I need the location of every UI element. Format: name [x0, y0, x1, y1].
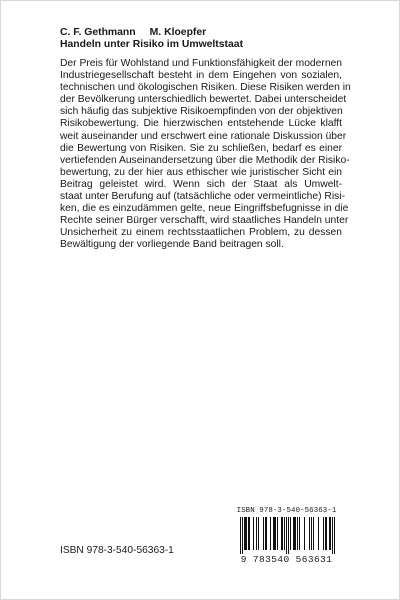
barcode-bar: [332, 517, 333, 554]
barcode-bar: [270, 517, 271, 550]
isbn-label: ISBN 978-3-540-56363-1: [60, 545, 174, 556]
barcode-bar: [295, 517, 296, 550]
barcode-bars: [230, 517, 343, 554]
blurb-line: Bewältigung der vorliegende Band beitragen soll.: [60, 239, 284, 251]
barcode-bar: [253, 517, 254, 550]
author-names: [60, 27, 206, 38]
barcode-bar: [288, 517, 289, 554]
book-title: Handeln unter Risiko im Umweltstaat: [60, 39, 244, 50]
barcode-bar: [244, 517, 245, 550]
barcode-bar: [273, 517, 274, 550]
blurb-line: Beitrag geleistet wird. Wenn sich der Staat als Umwelt-: [60, 178, 342, 190]
blurb-line: der Bevölkerung unterschiedlich bewertet. Dabei unterscheidet: [60, 94, 347, 106]
barcode-bar: [329, 517, 330, 550]
barcode-bar: [311, 517, 312, 550]
barcode-bar: [275, 517, 276, 550]
blurb-line: die Bewertung von Risiken. Sie zu schließen, bedarf es einer: [60, 142, 342, 154]
barcode-bar: [334, 517, 335, 554]
blurb-text: [60, 58, 351, 252]
barcode-bar: [282, 517, 283, 550]
barcode: [230, 507, 343, 564]
barcode-bar: [330, 517, 331, 550]
barcode-bar: [284, 517, 285, 550]
barcode-bar: [318, 517, 319, 550]
barcode-bar: [240, 517, 241, 554]
barcode-bar: [256, 517, 257, 550]
barcode-bar: [326, 517, 327, 550]
barcode-bar: [246, 517, 247, 550]
barcode-bar: [294, 517, 295, 550]
barcode-bar: [293, 517, 294, 550]
barcode-bar: [242, 517, 243, 554]
blurb-line: technischen und ökologischen Risiken. Diese Risiken werden in: [60, 82, 351, 94]
author-name: C. F. Gethmann: [60, 27, 136, 38]
blurb-line: Industriegesellschaft besteht in dem Eingehen von sozialen,: [60, 70, 342, 82]
barcode-bar: [309, 517, 310, 550]
barcode-bar: [263, 517, 264, 550]
barcode-digits: 9 783540 563631: [240, 554, 333, 565]
blurb-line: Rechte seiner Bürger verschafft, wird staatliches Handeln unter: [60, 215, 349, 227]
barcode-bar: [277, 517, 278, 550]
barcode-bar: [248, 517, 249, 550]
blurb-line: vertiefenden Auseinandersetzung über die Methodik der Risiko-: [60, 154, 350, 166]
barcode-bar: [290, 517, 291, 550]
author-name: M. Kloepfer: [149, 27, 207, 38]
barcode-bar: [323, 517, 324, 550]
barcode-bar: [304, 517, 305, 550]
barcode-bar: [297, 517, 298, 550]
barcode-bar: [245, 517, 246, 550]
barcode-isbn-label: ISBN 978-3-540-56363-1: [236, 507, 337, 515]
blurb-line: Unsicherheit zu einem rechtsstaatlichen Problem, zu dessen: [60, 227, 342, 239]
barcode-bar: [286, 517, 287, 554]
barcode-bar: [299, 517, 300, 550]
blurb-line: Der Preis für Wohlstand und Funktionsfähigkeit der modernen: [60, 58, 342, 69]
blurb-line: bewertung, zu der hier aus ethischer wie juristischer Sicht ein: [60, 166, 342, 178]
barcode-bar: [313, 517, 314, 550]
barcode-bar: [266, 517, 267, 550]
barcode-bar: [265, 517, 266, 550]
blurb-line: Risikobewertung. Die hierzwischen entstehende Lücke klafft: [60, 118, 342, 130]
barcode-bar: [281, 517, 282, 550]
barcode-bar: [325, 517, 326, 550]
barcode-bar: [249, 517, 250, 550]
blurb-line: sich häufig das subjektive Risikoempfinden von der objektiven: [60, 106, 343, 118]
barcode-bar: [274, 517, 275, 550]
blurb-line: ken, die es einzudämmen gelte, neue Eingriffsbefugnisse in die: [60, 203, 349, 215]
blurb-line: staat unter Berufung auf (tatsächliche oder vermeintliche) Risi-: [60, 191, 346, 203]
barcode-bar: [258, 517, 259, 550]
blurb-line: weit auseinander und erschwert eine rationale Diskussion über: [60, 130, 347, 142]
